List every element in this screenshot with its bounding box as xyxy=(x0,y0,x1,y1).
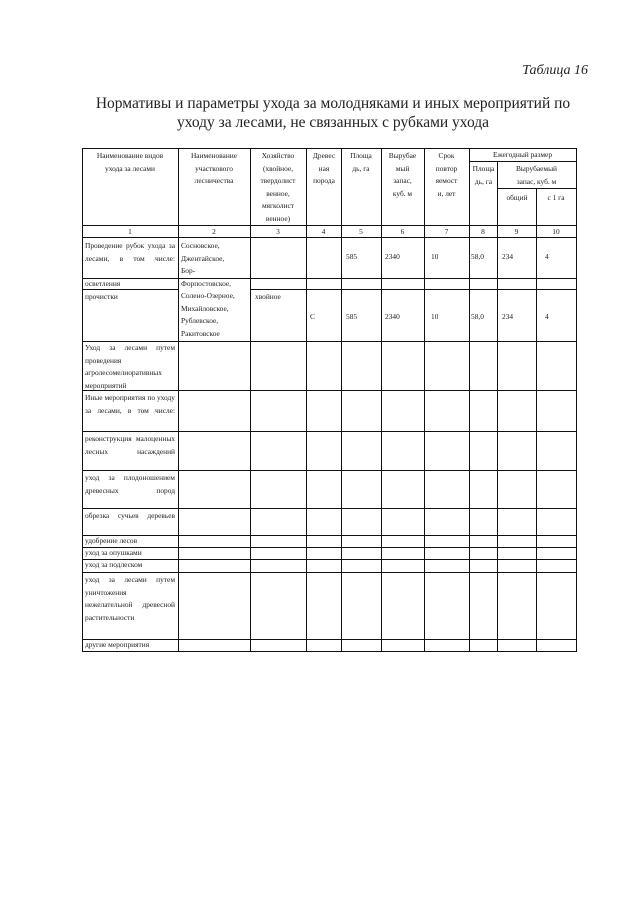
col-number: 5 xyxy=(359,227,363,236)
header-species: Древес ная порода xyxy=(312,151,336,185)
col-number: 10 xyxy=(552,227,560,236)
cell-annual-area: 58,0 xyxy=(471,252,484,261)
header-annual-volume: Вырубаемый запас, куб. м xyxy=(515,164,557,186)
cell-volume: 2340 xyxy=(385,312,400,321)
row-name-vegetation-removal: уход за лесами путем уничтожения нежелательной древесной растительности xyxy=(85,575,175,622)
col-number: 8 xyxy=(481,227,485,236)
row-name-edge-care: уход за опушками xyxy=(85,548,142,557)
row-name-reconstruction: реконструкция малоценных лесных насаждений xyxy=(85,434,175,456)
row-name-fertilization: удобрение лесов xyxy=(85,536,138,545)
table-number: Таблица 16 xyxy=(522,63,588,78)
col-number: 7 xyxy=(444,227,449,236)
col-number: 6 xyxy=(400,227,405,236)
header-farm-type: Хозяйство (хвойное, твердолист венное, мягколист венное) xyxy=(260,151,296,223)
cell-area: 585 xyxy=(346,252,358,261)
col-number: 9 xyxy=(514,227,519,236)
col-number: 2 xyxy=(212,227,216,236)
header-annual-area: Площа дь, га xyxy=(472,164,495,186)
header-work-type: Наименование видов ухода за лесами xyxy=(96,151,164,173)
header-volume-per-ha: с 1 га xyxy=(547,193,565,202)
header-area: Площа дь, га xyxy=(350,151,372,173)
header-volume: Вырубае мый запас, куб. м xyxy=(388,151,417,198)
row-name-other-activities: другие мероприятия xyxy=(85,640,150,649)
cell-annual-total: 234 xyxy=(502,312,514,321)
col-number: 1 xyxy=(128,227,132,236)
row-name-pruning: обрезка сучьев деревьев xyxy=(85,511,175,520)
forestry-list: Сосновское, Джентайское, Бор- Форпостовское, Солено-Озерное, Михайловское, Рублевское, Ракитовское xyxy=(181,241,235,338)
row-name-lighting: осветления xyxy=(85,279,121,288)
cell-area: 585 xyxy=(346,312,358,321)
row-name-undergrowth-care: уход за подлеском xyxy=(85,560,143,569)
row-name-agro: Уход за лесами путем проведения агролесомелиоративных мероприятий xyxy=(85,343,175,390)
cell-species: С xyxy=(310,312,315,321)
cell-annual-total: 234 xyxy=(502,252,514,261)
header-annual-size: Ежегодный размер xyxy=(492,150,553,159)
row-name-fruiting-care: уход за плодоношением древесных пород xyxy=(85,473,175,495)
cell-annual-per-ha: 4 xyxy=(545,312,549,321)
cell-period: 10 xyxy=(431,312,439,321)
cell-annual-area: 58,0 xyxy=(471,312,484,321)
cell-farm-type: хвойное xyxy=(255,292,281,301)
header-forestry: Наименование участкового лесничества xyxy=(190,151,238,185)
col-number: 3 xyxy=(276,227,280,236)
row-name-other-measures: Иные мероприятия по уходу за лесами, в том числе: xyxy=(85,393,175,415)
row-name-thinning: Проведение рубок ухода за лесами, в том числе: xyxy=(85,241,175,263)
document-title: Нормативы и параметры ухода за молодняками и иных мероприятий по уходу за лесами, не связанных с рубками ухода xyxy=(95,95,571,131)
header-volume-total: общий xyxy=(506,193,528,202)
col-number: 4 xyxy=(321,227,326,236)
header-period: Срок повтор яемост и, лет xyxy=(435,151,458,198)
row-name-cleaning: прочистки xyxy=(85,292,118,301)
cell-annual-per-ha: 4 xyxy=(545,252,549,261)
cell-period: 10 xyxy=(431,252,439,261)
cell-volume: 2340 xyxy=(385,252,400,261)
